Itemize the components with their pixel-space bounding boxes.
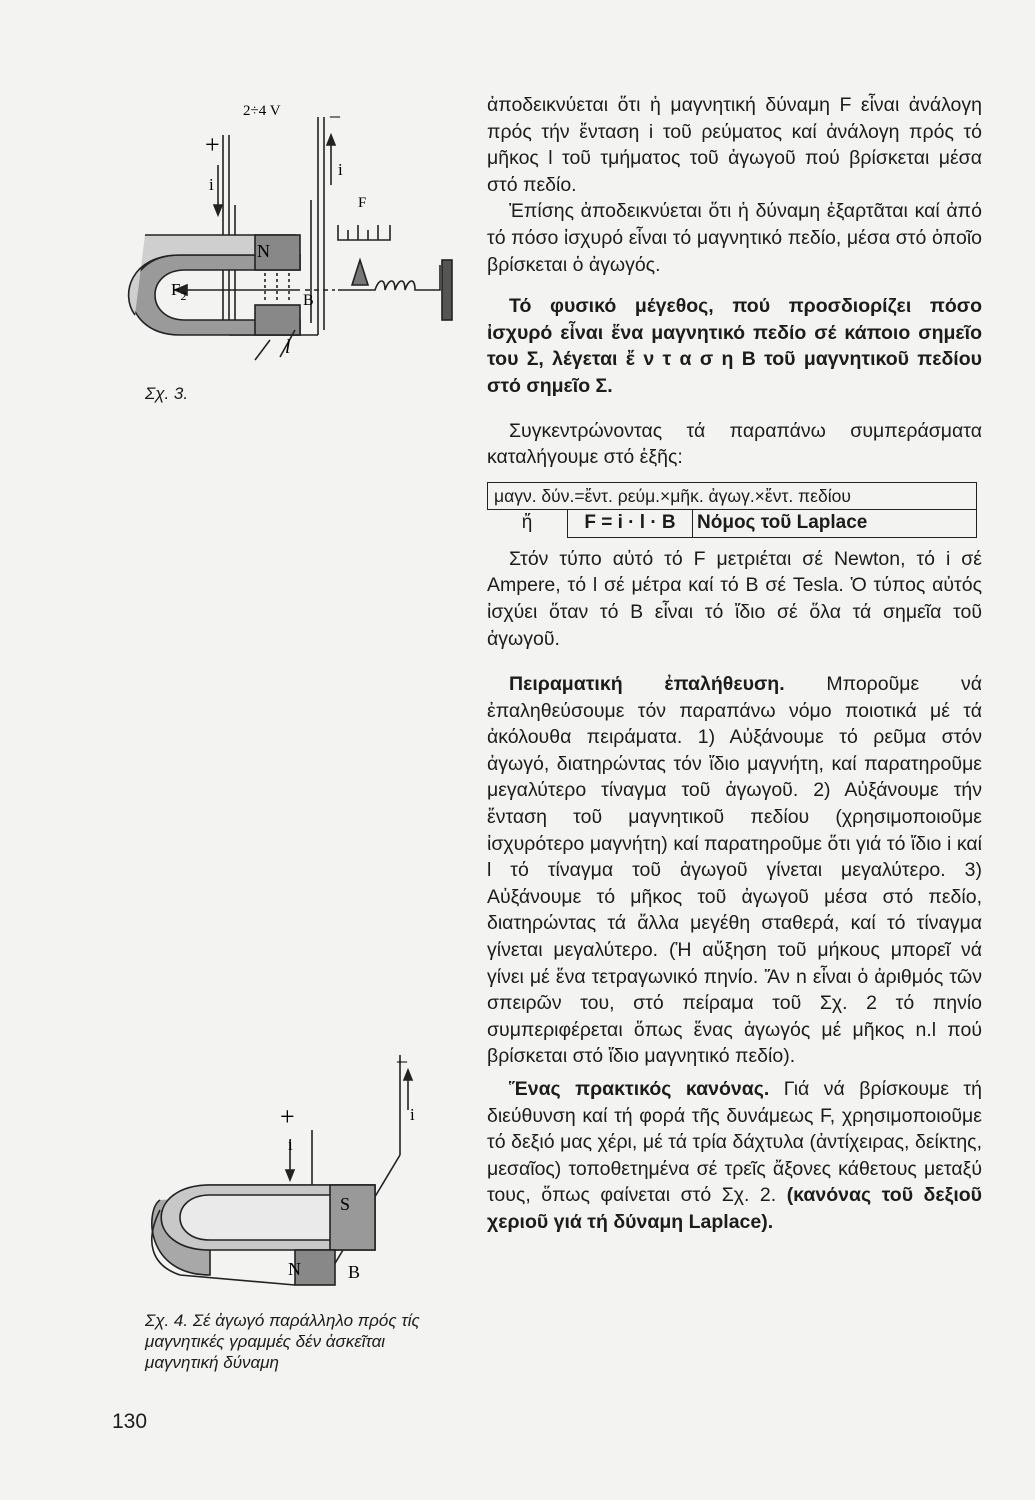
fig4-south: S	[340, 1194, 351, 1214]
fig3-length: l	[285, 336, 291, 358]
laplace-formula: F = i · l · B	[567, 510, 693, 538]
fig3-force: F	[358, 195, 367, 211]
laplace-law-name: Νόμος τοῦ Laplace	[693, 510, 977, 538]
fig4-current-left: i	[288, 1135, 293, 1154]
paragraph-5: Στόν τύπο αὐτό τό F μετριέται σέ Newton, τό i σέ Ampere, τό l σέ μέτρα καί τό B σέ Tesla. Ὁ τύπος αὐτός ἰσχύει ὅταν τό B εἶναι τό ἴδιο σέ ὅλα τά σημεῖα τοῦ ἀγωγοῦ.	[487, 547, 982, 650]
figure-3-illustration	[105, 95, 475, 375]
experimental-verification: Πειραματική ἐπαλήθευση. Μποροῦμε νά ἐπαληθεύσουμε τόν παραπάνω νόμο ποιοτικά μέ τά ἀκόλουθα πειράματα. 1) Αὐξάνουμε τό ρεῦμα στόν ἀγωγό, διατηρώντας τόν ἴδιο μαγνήτη, καί παρατηροῦμε μεγαλύτερο τίναγμα τοῦ ἀγωγοῦ. 2) Αὐξάνουμε τήν ἔνταση τοῦ μαγνητικοῦ πεδίου (χρησιμοποιοῦμε ἰσχυρότερο μαγνήτη) καί παρατηροῦμε ὅτι γιά τό ἴδιο i καί l τό τίναγμα τοῦ ἀγωγοῦ γίνεται μεγαλύτερο. 3) Αὐξάνουμε τό μῆκος τοῦ ἀγωγοῦ μέσα στό πεδίο, διατηρώντας τά ἄλλα μεγέθη σταθερά, καί τό τίναγμα γίνεται μεγαλύτερο. (Ἡ αὔξηση τοῦ μήκους μπορεῖ νά γίνει μέ ἕνα τετραγωνικό πηνίο. Ἄν n εἶναι ὁ ἀριθμός τῶν σπειρῶν του, στό πείραμα τοῦ Σχ. 2 τό πηνίο συμπεριφέρεται ὅπως ἕνας ἀγωγός μέ μῆκος n.l πού βρίσκεται στό ἴδιο μαγνητικό πεδίο).	[487, 673, 983, 1068]
wall	[442, 260, 452, 320]
fig4-north: N	[288, 1259, 301, 1279]
practical-rule: Ἕνας πρακτικός κανόνας. Γιά νά βρίσκουμε τή διεύθυνση καί τή φορά τῆς δυνάμεως F, χρησιμοποιοῦμε τό δεξιό μας χέρι, μέ τά τρία δάχτυλα (ἀντίχειρας, δείκτης, μεσαῖος) τοποθετημένα σέ τρεῖς ἄξονες κάθετους μεταξύ τους, ὅπως φαίνεται στό Σχ. 2. (κανόνας τοῦ δεξιοῦ χεριοῦ γιά τή δύναμη Laplace).	[487, 1078, 982, 1233]
paragraph-1: ἀποδεικνύεται ὅτι ἡ μαγνητική δύναμη F εἶναι ἀνάλογη πρός τήν ἔνταση i τοῦ ρεύματος καί ἀνάλογη πρός τό μῆκος l τοῦ τμήματος τοῦ ἀγωγοῦ πού βρίσκεται μέσα στό πεδίο.	[487, 94, 982, 196]
pole-south	[330, 1185, 375, 1250]
fig3-plus: +	[205, 130, 220, 159]
fig3-minus: _	[330, 98, 340, 120]
pole-north	[295, 1250, 335, 1285]
figure-3-caption: Σχ. 3.	[145, 384, 189, 403]
figure-4-illustration	[140, 1050, 440, 1305]
fig3-current-left: i	[209, 175, 214, 194]
section-heading: Ἕνας πρακτικός κανόνας.	[509, 1078, 770, 1100]
paragraph-2: Ἐπίσης ἀποδεικνύεται ὅτι ἡ δύναμη ἐξαρτᾶται καί ἀπό τό πόσο ἰσχυρό εἶναι τό μαγνητικό πεδίο, μέσα στό ὁποῖο βρίσκεται ὁ ἀγωγός.	[487, 200, 982, 276]
fig3-voltage: 2÷4 V	[243, 103, 281, 119]
spring	[338, 265, 440, 290]
figure-4-caption: Σχ. 4. Σέ ἀγωγό παράλληλο πρός τίς μαγνητικές γραμμές δέν ἀσκεῖται μαγνητική δύναμη	[145, 1311, 420, 1372]
fig3-north: N	[257, 241, 270, 261]
formula-box-row	[487, 510, 982, 538]
main-text-column	[487, 92, 982, 1236]
paragraph-4: Συγκεντρώνοντας τά παραπάνω συμπεράσματα καταλήγουμε στό ἑξῆς:	[487, 419, 982, 469]
section-heading: Πειραματική ἐπαλήθευση.	[509, 673, 785, 696]
fig3-current-right: i	[338, 160, 343, 179]
pole-south	[255, 305, 300, 335]
fig4-minus: _	[397, 1050, 407, 1065]
fig4-current-right: i	[410, 1105, 415, 1124]
fig4-plus: +	[280, 1102, 295, 1131]
fig3-field: B	[303, 292, 314, 309]
fig3-force2: $F_2$	[171, 280, 187, 303]
fig4-field: B	[348, 1262, 361, 1282]
formula-or: ἤ	[521, 511, 533, 533]
page-number: 130	[112, 1410, 148, 1433]
definition-paragraph: Τό φυσικό μέγεθος, πού προσδιορίζει πόσο ἰσχυρό εἶναι ἕνα μαγνητικό πεδίο σέ κάποιο σημεῖο του Σ, λέγεται ἔ ν τ α σ η B τοῦ μαγνητικοῦ πεδίου στό σημεῖο Σ.	[487, 295, 982, 397]
formula-box-words: μαγν. δύν.=ἔντ. ρεύμ.×μῆκ. ἀγωγ.×ἔντ. πεδίου	[487, 482, 977, 510]
